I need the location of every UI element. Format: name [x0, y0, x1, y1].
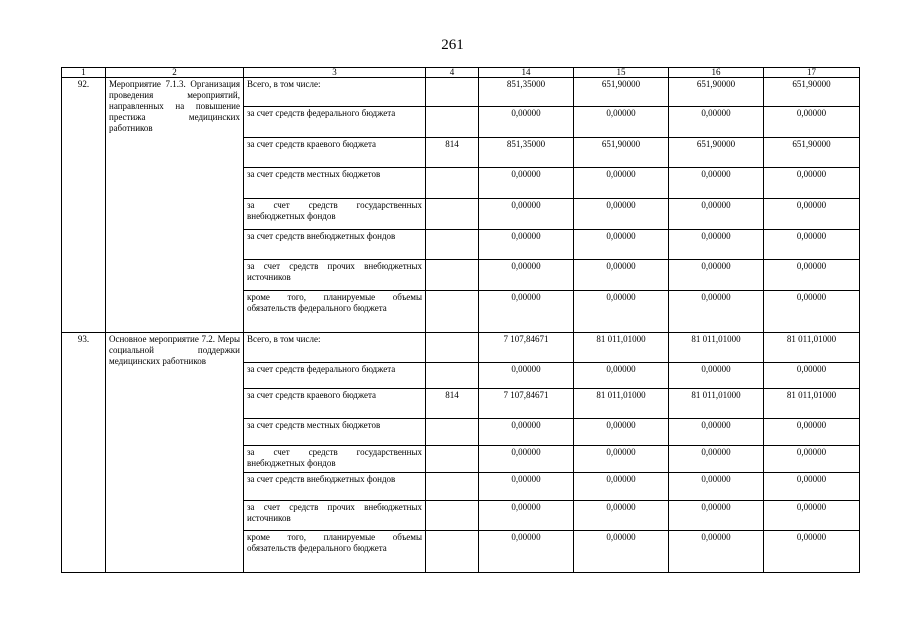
budget-code [426, 107, 479, 138]
funding-source-label: за счет средств краевого бюджета [244, 138, 426, 168]
budget-code: 814 [426, 138, 479, 168]
header-cell: 4 [426, 68, 479, 78]
value-15: 0,00000 [574, 199, 669, 230]
value-15: 81 011,01000 [574, 333, 669, 363]
value-14: 0,00000 [479, 168, 574, 199]
value-15: 651,90000 [574, 138, 669, 168]
value-17: 0,00000 [764, 260, 860, 291]
value-16: 0,00000 [669, 419, 764, 446]
value-14: 851,35000 [479, 138, 574, 168]
value-17: 0,00000 [764, 446, 860, 473]
value-16: 0,00000 [669, 260, 764, 291]
value-14: 851,35000 [479, 78, 574, 107]
value-17: 0,00000 [764, 419, 860, 446]
budget-code [426, 363, 479, 389]
funding-source-label: за счет средств местных бюджетов [244, 168, 426, 199]
budget-code [426, 333, 479, 363]
value-15: 0,00000 [574, 230, 669, 260]
value-16: 0,00000 [669, 230, 764, 260]
value-16: 0,00000 [669, 107, 764, 138]
value-14: 0,00000 [479, 363, 574, 389]
value-16: 651,90000 [669, 78, 764, 107]
header-cell: 3 [244, 68, 426, 78]
value-16: 651,90000 [669, 138, 764, 168]
funding-source-label: за счет средств внебюджетных фондов [244, 230, 426, 260]
value-15: 0,00000 [574, 260, 669, 291]
value-14: 7 107,84671 [479, 333, 574, 363]
header-cell: 16 [669, 68, 764, 78]
funding-source-label: за счет средств прочих внебюджетных источников [244, 260, 426, 291]
value-14: 0,00000 [479, 291, 574, 333]
value-15: 0,00000 [574, 291, 669, 333]
budget-code [426, 419, 479, 446]
budget-code [426, 168, 479, 199]
value-14: 0,00000 [479, 419, 574, 446]
value-16: 0,00000 [669, 531, 764, 573]
value-14: 0,00000 [479, 531, 574, 573]
value-16: 0,00000 [669, 168, 764, 199]
value-14: 0,00000 [479, 260, 574, 291]
funding-source-label: за счет средств местных бюджетов [244, 419, 426, 446]
budget-code: 814 [426, 389, 479, 419]
row-number: 93. [62, 333, 106, 573]
value-17: 0,00000 [764, 501, 860, 531]
funding-source-label: за счет средств государственных внебюджетных фондов [244, 446, 426, 473]
funding-source-label: за счет средств федерального бюджета [244, 363, 426, 389]
funding-source-label: за счет средств прочих внебюджетных источников [244, 501, 426, 531]
value-15: 0,00000 [574, 473, 669, 501]
value-14: 0,00000 [479, 107, 574, 138]
value-14: 0,00000 [479, 446, 574, 473]
funding-source-label: кроме того, планируемые объемы обязательств федерального бюджета [244, 531, 426, 573]
value-17: 651,90000 [764, 78, 860, 107]
value-16: 0,00000 [669, 363, 764, 389]
budget-code [426, 260, 479, 291]
value-17: 0,00000 [764, 107, 860, 138]
activity-name: Мероприятие 7.1.3. Организация проведения мероприятий, направленных на повышение престижа медицинских работников [106, 78, 244, 333]
header-cell: 1 [62, 68, 106, 78]
value-17: 0,00000 [764, 473, 860, 501]
funding-source-label: за счет средств внебюджетных фондов [244, 473, 426, 501]
budget-code [426, 199, 479, 230]
funding-source-label: за счет средств краевого бюджета [244, 389, 426, 419]
budget-code [426, 78, 479, 107]
value-14: 7 107,84671 [479, 389, 574, 419]
value-16: 81 011,01000 [669, 389, 764, 419]
value-15: 0,00000 [574, 419, 669, 446]
value-17: 0,00000 [764, 291, 860, 333]
value-16: 0,00000 [669, 291, 764, 333]
budget-code [426, 501, 479, 531]
value-17: 651,90000 [764, 138, 860, 168]
funding-source-label: Всего, в том числе: [244, 78, 426, 107]
funding-source-label: кроме того, планируемые объемы обязательств федерального бюджета [244, 291, 426, 333]
value-17: 0,00000 [764, 531, 860, 573]
funding-source-label: за счет средств государственных внебюджетных фондов [244, 199, 426, 230]
header-cell: 17 [764, 68, 860, 78]
value-16: 0,00000 [669, 199, 764, 230]
header-cell: 15 [574, 68, 669, 78]
funding-source-label: за счет средств федерального бюджета [244, 107, 426, 138]
value-16: 0,00000 [669, 446, 764, 473]
value-15: 0,00000 [574, 501, 669, 531]
budget-code [426, 446, 479, 473]
budget-code [426, 291, 479, 333]
value-14: 0,00000 [479, 501, 574, 531]
value-14: 0,00000 [479, 230, 574, 260]
value-17: 81 011,01000 [764, 389, 860, 419]
value-15: 0,00000 [574, 168, 669, 199]
budget-code [426, 473, 479, 501]
row-number: 92. [62, 78, 106, 333]
value-17: 0,00000 [764, 230, 860, 260]
header-cell: 2 [106, 68, 244, 78]
value-16: 81 011,01000 [669, 333, 764, 363]
value-14: 0,00000 [479, 473, 574, 501]
budget-code [426, 531, 479, 573]
value-14: 0,00000 [479, 199, 574, 230]
page-number: 261 [441, 37, 464, 53]
value-17: 81 011,01000 [764, 333, 860, 363]
funding-source-label: Всего, в том числе: [244, 333, 426, 363]
budget-code [426, 230, 479, 260]
header-cell: 14 [479, 68, 574, 78]
table-row [62, 78, 860, 107]
header-row [62, 68, 860, 78]
value-15: 81 011,01000 [574, 389, 669, 419]
value-17: 0,00000 [764, 363, 860, 389]
value-17: 0,00000 [764, 168, 860, 199]
value-15: 0,00000 [574, 363, 669, 389]
value-17: 0,00000 [764, 199, 860, 230]
value-15: 0,00000 [574, 107, 669, 138]
value-15: 0,00000 [574, 531, 669, 573]
budget-table [61, 67, 860, 573]
activity-name: Основное мероприятие 7.2. Меры социальной поддержки медицинских работников [106, 333, 244, 573]
value-15: 651,90000 [574, 78, 669, 107]
table-row [62, 333, 860, 363]
value-16: 0,00000 [669, 501, 764, 531]
value-16: 0,00000 [669, 473, 764, 501]
value-15: 0,00000 [574, 446, 669, 473]
